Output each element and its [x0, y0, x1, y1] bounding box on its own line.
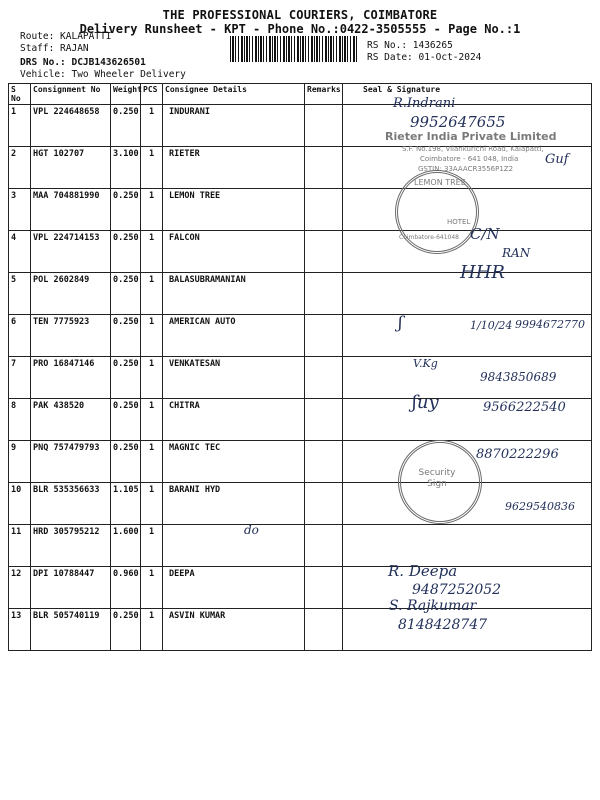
- cell-sno: 13: [9, 609, 31, 651]
- phone-row9: 8870222296: [476, 447, 559, 462]
- cell-remarks: [305, 399, 343, 441]
- cell-consignee: AMERICAN AUTO: [163, 315, 305, 357]
- signature-row2: Guf: [545, 152, 569, 167]
- cell-pcs: 1: [141, 231, 163, 273]
- cell-remarks: [305, 273, 343, 315]
- stamp-lemon-top: LEMON TREE: [414, 178, 466, 187]
- cell-consignee: BARANI HYD: [163, 483, 305, 525]
- signature-row1: R.Indrani: [393, 96, 456, 111]
- cell-weight: 1.600: [111, 525, 141, 567]
- cell-remarks: [305, 609, 343, 651]
- cell-remarks: [305, 441, 343, 483]
- cell-consignment: VPL 224714153: [31, 231, 111, 273]
- col-signature: Seal & Signature: [343, 84, 592, 105]
- cell-pcs: 1: [141, 315, 163, 357]
- cell-weight: 0.250: [111, 399, 141, 441]
- cell-consignment: DPI 10788447: [31, 567, 111, 609]
- drs-number: [20, 57, 146, 68]
- cell-consignment: BLR 505740119: [31, 609, 111, 651]
- cell-consignment: PNQ 757479793: [31, 441, 111, 483]
- route-label: Route: KALAPATTI: [20, 31, 112, 42]
- cell-consignment: HRD 305795212: [31, 525, 111, 567]
- cell-sno: 12: [9, 567, 31, 609]
- table-header-row: [9, 84, 592, 105]
- rs-number: RS No.: 1436265: [367, 40, 453, 51]
- ditto-row11: do: [244, 523, 259, 537]
- cell-weight: 1.105: [111, 483, 141, 525]
- cell-consignee: DEEPA: [163, 567, 305, 609]
- signature-row13: S. Rajkumar: [389, 598, 477, 614]
- cell-sno: 11: [9, 525, 31, 567]
- cell-weight: 0.250: [111, 189, 141, 231]
- cell-remarks: [305, 525, 343, 567]
- cell-consignee: INDURANI: [163, 105, 305, 147]
- cell-pcs: 1: [141, 189, 163, 231]
- date-row6: 1/10/24: [470, 319, 513, 332]
- cell-remarks: [305, 483, 343, 525]
- phone-row8: 9566222540: [483, 400, 566, 415]
- cell-weight: 3.100: [111, 147, 141, 189]
- company-title: THE PROFESSIONAL COURIERS, COIMBATORE: [162, 8, 438, 22]
- cell-consignee: [163, 525, 305, 567]
- cell-remarks: [305, 357, 343, 399]
- phone-row6: 9994672770: [515, 318, 585, 331]
- drs-label: DRS No.:: [20, 57, 72, 68]
- cell-remarks: [305, 147, 343, 189]
- cell-pcs: 1: [141, 525, 163, 567]
- cell-sno: 5: [9, 273, 31, 315]
- cell-weight: 0.250: [111, 357, 141, 399]
- cell-consignee: ASVIN KUMAR: [163, 609, 305, 651]
- signature-row6: ʃ: [398, 313, 403, 333]
- barcode-icon: [230, 36, 358, 62]
- signature-row12: R. Deepa: [388, 562, 458, 580]
- col-consignment: Consignment No: [31, 84, 111, 105]
- cell-weight: 0.250: [111, 315, 141, 357]
- cell-weight: 0.250: [111, 441, 141, 483]
- rs-date: RS Date: 01-Oct-2024: [367, 52, 482, 63]
- phone-row7: 9843850689: [480, 370, 557, 384]
- vehicle-label: Vehicle: Two Wheeler Delivery: [20, 69, 186, 80]
- cell-sno: 10: [9, 483, 31, 525]
- cell-remarks: [305, 231, 343, 273]
- cell-consignment: MAA 704881990: [31, 189, 111, 231]
- col-sno: S No: [9, 84, 31, 105]
- phone-row1: 9952647655: [410, 113, 506, 131]
- cell-pcs: 1: [141, 357, 163, 399]
- col-consignee: Consignee Details: [163, 84, 305, 105]
- stamp-lemon-city: Coimbatore-641048: [399, 234, 459, 241]
- cell-sno: 6: [9, 315, 31, 357]
- cell-pcs: 1: [141, 147, 163, 189]
- cell-pcs: 1: [141, 609, 163, 651]
- col-pcs: PCS: [141, 84, 163, 105]
- cell-consignment: BLR 535356633: [31, 483, 111, 525]
- cell-weight: 0.250: [111, 273, 141, 315]
- cell-consignee: VENKATESAN: [163, 357, 305, 399]
- stamp-rieter-address2: Coimbatore - 641 048, India: [420, 155, 519, 163]
- cell-remarks: [305, 315, 343, 357]
- cell-consignee: LEMON TREE: [163, 189, 305, 231]
- table-row: [9, 567, 592, 609]
- signature-row5: HHR: [460, 262, 505, 283]
- staff-label: Staff: RAJAN: [20, 43, 89, 54]
- signature-row7: V.Kg: [413, 357, 438, 370]
- stamp-lemon-bottom: HOTEL: [447, 218, 471, 226]
- cell-sno: 4: [9, 231, 31, 273]
- table-row: [9, 609, 592, 651]
- cell-sno: 8: [9, 399, 31, 441]
- cell-consignment: TEN 7775923: [31, 315, 111, 357]
- cell-consignee: MAGNIC TEC: [163, 441, 305, 483]
- col-remarks: Remarks: [305, 84, 343, 105]
- note-row4: C/N: [470, 225, 500, 243]
- cell-sno: 1: [9, 105, 31, 147]
- cell-pcs: 1: [141, 441, 163, 483]
- cell-pcs: 1: [141, 273, 163, 315]
- cell-pcs: 1: [141, 105, 163, 147]
- cell-consignment: POL 2602849: [31, 273, 111, 315]
- cell-consignee: CHITRA: [163, 399, 305, 441]
- cell-consignee: RIETER: [163, 147, 305, 189]
- phone-row11: 9629540836: [505, 500, 575, 513]
- cell-consignment: VPL 224648658: [31, 105, 111, 147]
- drs-value: DCJB143626501: [71, 57, 146, 68]
- signature-row4: RAN: [502, 246, 531, 260]
- phone-row12: 9487252052: [412, 582, 502, 598]
- cell-remarks: [305, 105, 343, 147]
- cell-consignment: PAK 438520: [31, 399, 111, 441]
- stamp-rieter-address1: S.F. No.198, Vilankurichi Road, Kalapatti,: [402, 145, 544, 153]
- cell-consignee: FALCON: [163, 231, 305, 273]
- cell-weight: 0.250: [111, 609, 141, 651]
- phone-row13: 8148428747: [398, 617, 488, 633]
- cell-consignee: BALASUBRAMANIAN: [163, 273, 305, 315]
- table-row: [9, 189, 592, 231]
- cell-remarks: [305, 567, 343, 609]
- cell-sno: 2: [9, 147, 31, 189]
- cell-weight: 0.250: [111, 105, 141, 147]
- cell-pcs: 1: [141, 399, 163, 441]
- runsheet-title: Delivery Runsheet - KPT - Phone No.:0422-3505555 - Page No.:1: [79, 22, 521, 36]
- cell-pcs: 1: [141, 483, 163, 525]
- signature-row8: ʃuy: [412, 392, 439, 413]
- table-row: [9, 525, 592, 567]
- stamp-rieter-gst: GSTIN: 33AAACR3556P1Z2: [418, 165, 514, 173]
- cell-weight: 0.960: [111, 567, 141, 609]
- cell-pcs: 1: [141, 567, 163, 609]
- cell-remarks: [305, 189, 343, 231]
- stamp-rieter-company: Rieter India Private Limited: [385, 130, 557, 143]
- cell-consignment: PRO 16847146: [31, 357, 111, 399]
- stamp-security: Security Sign: [418, 468, 456, 489]
- cell-signature: [343, 525, 592, 567]
- cell-sno: 7: [9, 357, 31, 399]
- cell-sno: 3: [9, 189, 31, 231]
- col-weight: Weight: [111, 84, 141, 105]
- cell-consignment: HGT 102707: [31, 147, 111, 189]
- cell-weight: 0.250: [111, 231, 141, 273]
- cell-sno: 9: [9, 441, 31, 483]
